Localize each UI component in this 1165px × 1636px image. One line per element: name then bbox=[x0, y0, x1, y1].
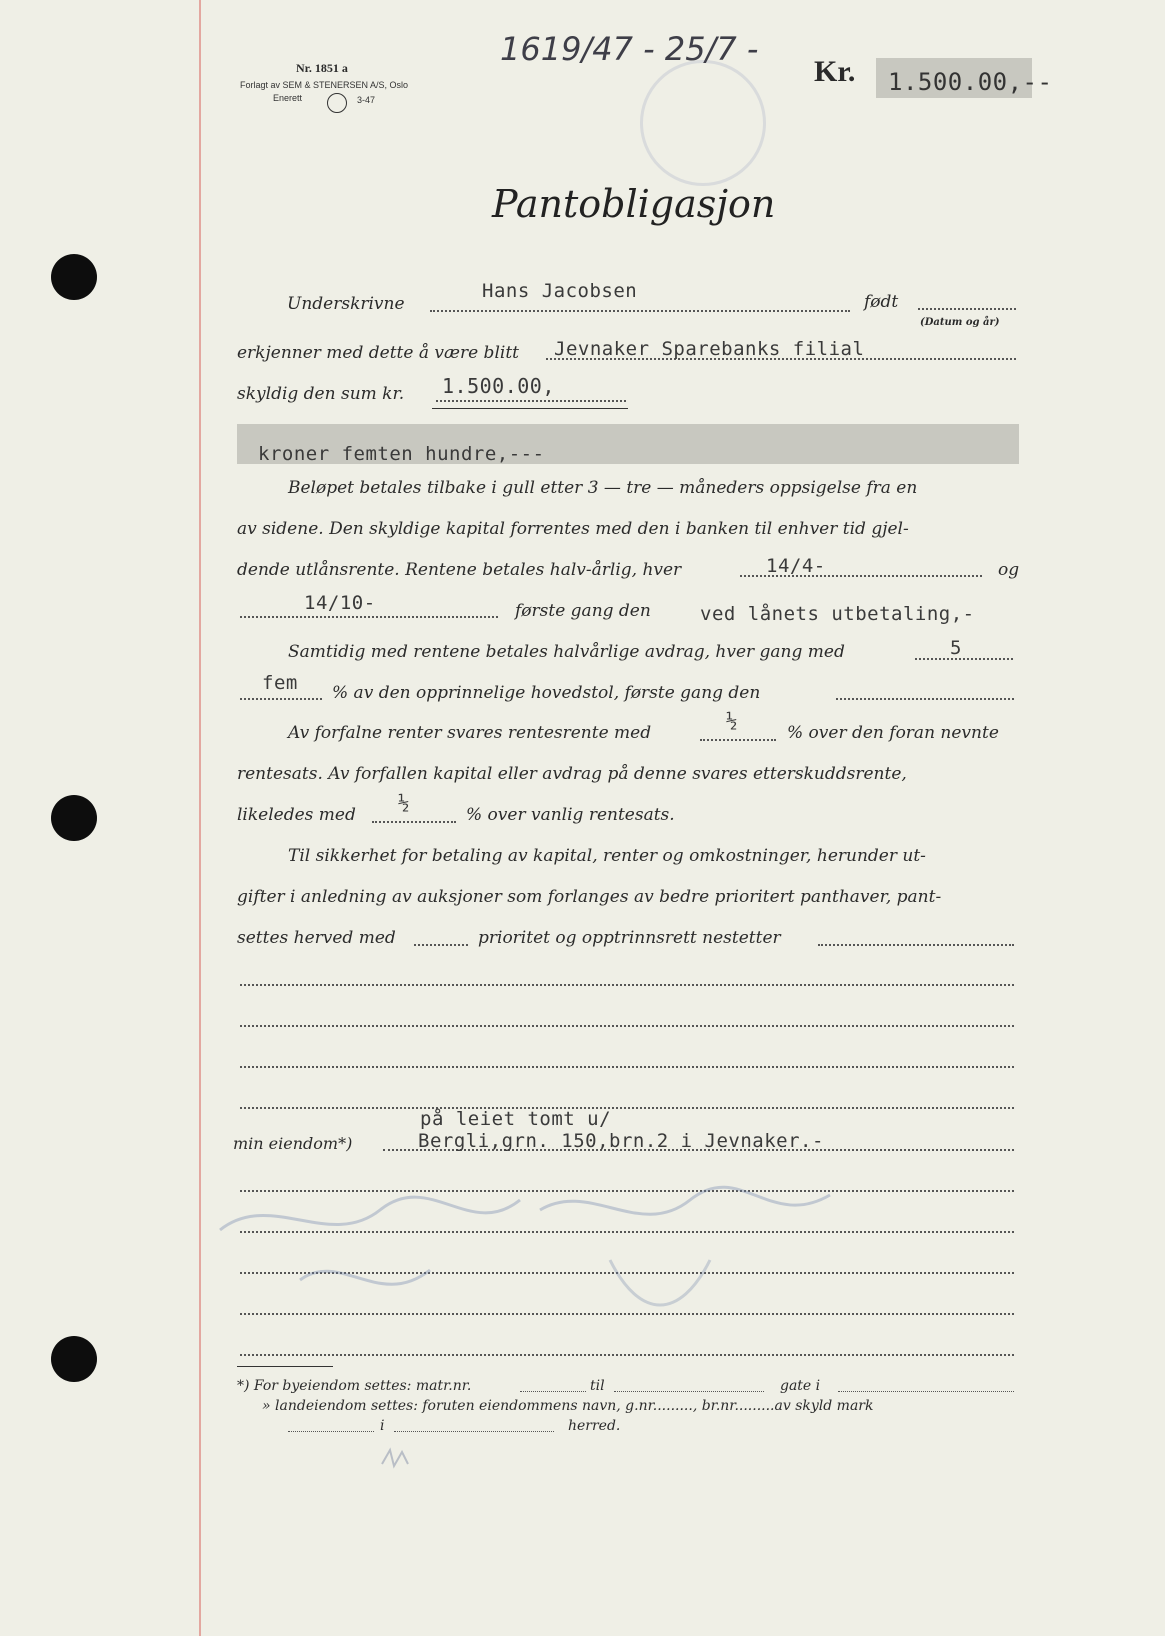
installment-words-dots bbox=[240, 698, 322, 700]
body-line: % av den opprinnelige hovedstol, første gang den bbox=[332, 683, 761, 703]
footnote-line: » landeiendom settes: foruten eiendommens navn, g.nr........., br.nr.........av skyld mark bbox=[262, 1398, 874, 1414]
priority-dots bbox=[414, 944, 468, 946]
body-line: av sidene. Den skyldige kapital forrentes med den i banken til enhver tid gjel- bbox=[237, 519, 909, 539]
date-code: 3-47 bbox=[357, 95, 376, 105]
undersigned-value: Hans Jacobsen bbox=[482, 280, 638, 302]
body-line: prioritet og opptrinnsrett nestetter bbox=[478, 928, 781, 948]
footnote-line: gate i bbox=[780, 1378, 821, 1394]
body-line: gifter i anledning av auksjoner som forlanges av bedre prioritert panthaver, pant- bbox=[237, 887, 942, 907]
punch-hole bbox=[51, 795, 97, 841]
footnote-line: herred. bbox=[568, 1418, 621, 1434]
born-note: (Datum og år) bbox=[920, 317, 1000, 328]
kroner-text: kroner femten hundre,--- bbox=[258, 443, 545, 465]
body-line: % over den foran nevnte bbox=[787, 723, 999, 743]
amount-value: 1.500.00,-- bbox=[888, 68, 1053, 96]
body-line: Til sikkerhet for betaling av kapital, renter og omkostninger, herunder ut- bbox=[288, 846, 926, 866]
faint-signature-stamp bbox=[210, 1170, 970, 1320]
first-installment-dots bbox=[836, 698, 1014, 700]
body-line: Samtidig med rentene betales halvårlige avdrag, hver gang med bbox=[288, 642, 845, 662]
footnote-dots bbox=[614, 1391, 764, 1392]
copyright: Enerett bbox=[273, 93, 303, 103]
creditor-value: Jevnaker Sparebanks filial bbox=[554, 338, 865, 360]
rate-dots-2 bbox=[372, 821, 456, 823]
rate-dots bbox=[700, 739, 776, 741]
body-line: settes herved med bbox=[237, 928, 396, 948]
interest-date-1: 14/4- bbox=[766, 555, 826, 577]
footnote-dots bbox=[838, 1391, 1014, 1392]
installment-words: fem bbox=[262, 672, 298, 694]
body-line: og bbox=[998, 560, 1020, 580]
property-label: min eiendom*) bbox=[233, 1134, 353, 1153]
footnote-line: i bbox=[380, 1418, 385, 1434]
property-value: Bergli,grn. 150,brn.2 i Jevnaker.- bbox=[418, 1130, 824, 1152]
installment-value: 5 bbox=[950, 637, 962, 659]
blank-line bbox=[240, 1354, 1014, 1356]
body-line: rentesats. Av forfallen kapital eller avdrag på denne svares etterskuddsrente, bbox=[237, 764, 907, 784]
sum-underline bbox=[432, 408, 628, 409]
footnote-line: til bbox=[590, 1378, 605, 1394]
handwritten-reference: 1619/47 - 25/7 - bbox=[500, 30, 759, 68]
faint-stamp bbox=[640, 60, 766, 186]
blank-line bbox=[240, 1066, 1014, 1068]
body-line: første gang den bbox=[515, 601, 651, 621]
undersigned-label: Underskrivne bbox=[287, 294, 405, 314]
punch-hole bbox=[51, 1336, 97, 1382]
installment-dots bbox=[915, 658, 1013, 660]
undersigned-dots bbox=[430, 310, 850, 312]
form-number: Nr. 1851 a bbox=[296, 61, 348, 75]
property-note: på leiet tomt u/ bbox=[420, 1108, 612, 1130]
interest-date-2: 14/10- bbox=[304, 592, 376, 614]
born-dots bbox=[918, 308, 1016, 310]
blank-line bbox=[240, 984, 1014, 986]
body-line: dende utlånsrente. Rentene betales halv-årlig, hver bbox=[237, 560, 682, 580]
born-label: født bbox=[864, 292, 899, 312]
owe-label: skyldig den sum kr. bbox=[237, 384, 405, 404]
body-line: % over vanlig rentesats. bbox=[466, 805, 675, 825]
document-title: Pantobligasjon bbox=[492, 182, 776, 226]
publisher-seal bbox=[327, 93, 347, 113]
footnote-dots bbox=[394, 1431, 554, 1432]
rate-value: ½ bbox=[726, 710, 738, 732]
footnote-line: *) For byeiendom settes: matr.nr. bbox=[237, 1378, 472, 1394]
acknowledge-label: erkjenner med dette å være blitt bbox=[237, 343, 519, 363]
sum-dots bbox=[436, 400, 626, 402]
publisher-line: Forlagt av SEM & STENERSEN A/S, Oslo bbox=[240, 80, 409, 90]
margin-line bbox=[199, 0, 201, 1636]
footnote-rule bbox=[237, 1366, 333, 1367]
interest-dots-2 bbox=[240, 616, 498, 618]
punch-hole bbox=[51, 254, 97, 300]
body-line: likeledes med bbox=[237, 805, 356, 825]
currency-label: Kr. bbox=[814, 55, 856, 88]
rate-value-2: ½ bbox=[398, 792, 410, 814]
blank-line bbox=[240, 1107, 1014, 1109]
sum-value: 1.500.00, bbox=[442, 374, 555, 398]
blank-line bbox=[240, 1025, 1014, 1027]
pencil-mark bbox=[378, 1444, 414, 1474]
body-line: Av forfalne renter svares rentesrente med bbox=[288, 723, 652, 743]
footnote-dots bbox=[288, 1431, 374, 1432]
first-payment-value: ved lånets utbetaling,- bbox=[700, 603, 975, 625]
body-line: Beløpet betales tilbake i gull etter 3 — tre — måneders oppsigelse fra en bbox=[288, 478, 918, 498]
priority-dots-2 bbox=[818, 944, 1014, 946]
footnote-dots bbox=[520, 1391, 586, 1392]
